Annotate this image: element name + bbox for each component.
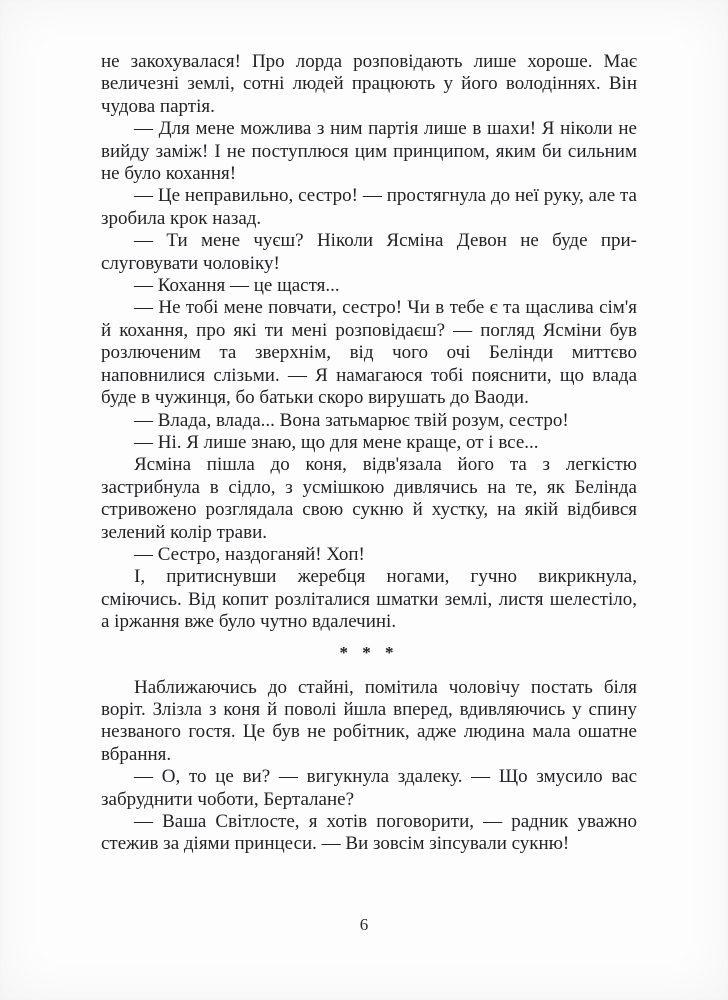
paragraph: — Ваша Світлосте, я хотів поговорити, — радник уважно стежив за діями принцеси. — Ви зовсім зіпсували сукню!: [101, 811, 637, 855]
paragraph: — Не тобі мене повчати, сестро! Чи в тебе є та щаслива сім'я й кохання, про які ти мені розповідаєш? — погляд Ясміни був розлюченим та зверхнім, від чого очі Белінди миттєво наповнилися слізьми. — Я намагаюся тобі пояснити, що влада буде в чужинця, бо батьки скоро вирушать до Ваоди.: [101, 297, 637, 409]
paragraph: Ясміна пішла до коня, відв'язала його та з легкістю застрибнула в сідло, з усмішкою дивлячись на те, як Белінда стривожено розглядала свою сукню й хустку, на якій відбився зелений колір трави.: [101, 454, 637, 543]
paragraph: — О, то це ви? — вигукнула здалеку. — Що змусило вас забруднити чоботи, Берталане?: [101, 766, 637, 810]
paragraph: — Кохання — це щастя...: [134, 275, 340, 297]
paragraph: — Влада, влада... Вона затьмарює твій розум, сестро!: [134, 409, 569, 431]
paragraph: — Ні. Я лише знаю, що для мене краще, от і все...: [134, 431, 539, 453]
section-separator: * * *: [339, 642, 399, 662]
paragraph: — Сестро, наздоганяй! Хоп!: [134, 543, 365, 565]
paragraph: не закохувалася! Про лорда розповідають лише хороше. Має величезні землі, сотні людей працюють у його володіннях. Він чудова партія.: [101, 51, 637, 117]
paragraph: І, притиснувши жеребця ногами, гучно викрикнула, сміючись. Від копит розліталися шматки землі, листя шелестіло, а іржання вже було чутно вдалечині.: [101, 566, 637, 633]
text-column: [101, 51, 637, 856]
paragraph: — Ти мене чуєш? Ніколи Ясміна Девон не буде прислуговувати чоловіку!: [101, 230, 637, 274]
paragraph: Наближаючись до стайні, помітила чоловічу постать біля воріт. Злізла з коня й поволі йшла вперед, вдивляючись у спину незваного гостя. Це був не робітник, адже людина мала ошатне вбрання.: [101, 676, 637, 765]
page-footer: [0, 915, 728, 935]
paragraph: — Для мене можлива з ним партія лише в шахи! Я ніколи не вийду заміж! І не поступлюся цим принципом, яким би сильним не було кохання!: [101, 118, 637, 185]
page-number: 6: [359, 915, 369, 934]
paragraph: — Це неправильно, сестро! — простягнула до неї руку, але та зробила крок назад.: [101, 185, 637, 229]
